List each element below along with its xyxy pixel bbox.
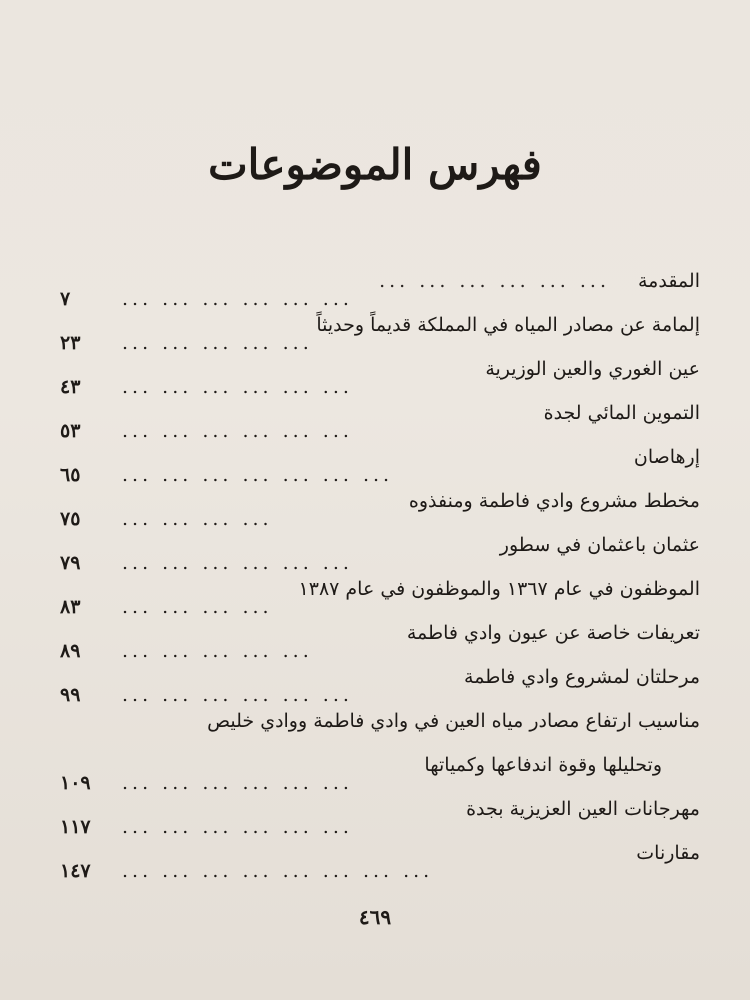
toc-row: [60, 400, 700, 444]
toc-row: [60, 620, 700, 664]
toc-entry-title: المقدمة: [637, 270, 700, 292]
toc-entry-title: عين الغوري والعين الوزيرية: [485, 358, 700, 380]
toc-row: [60, 488, 700, 532]
leader-dots: ... ... ... ... ... ...: [122, 816, 353, 838]
toc-row: [60, 796, 700, 840]
leader-dots: ... ... ... ... ... ...: [122, 552, 353, 574]
toc-page-number: ٦٥: [60, 464, 81, 486]
toc-page-number: ٨٣: [60, 596, 81, 618]
toc-page-number: ١٠٩: [60, 772, 91, 794]
toc-row: [60, 840, 700, 884]
toc-row: [60, 752, 700, 796]
toc-row: [60, 532, 700, 576]
toc-page-number: ٥٣: [60, 420, 81, 442]
toc-page-number: ١١٧: [60, 816, 91, 838]
toc-page-number: ٤٣: [60, 376, 81, 398]
toc-row: [60, 444, 700, 488]
toc-page-number: ٧٩: [60, 552, 81, 574]
toc-entry-title: عثمان باعثمان في سطور: [499, 534, 700, 556]
leader-dots: ... ... ... ...: [122, 596, 273, 618]
toc-entry-title: وتحليلها وقوة اندفاعها وكمياتها: [424, 754, 662, 776]
toc-page-number: ٧: [60, 288, 71, 310]
toc-entry-title: مرحلتان لمشروع وادي فاطمة: [464, 666, 700, 688]
toc-entry-title: تعريفات خاصة عن عيون وادي فاطمة: [406, 622, 700, 644]
toc-row: [60, 356, 700, 400]
leader-dots: ... ... ... ... ... ...: [122, 420, 353, 442]
page-folio-number: ٤٦٩: [358, 905, 392, 929]
toc-page-number: ٩٩: [60, 684, 81, 706]
toc-entry-title: الموظفون في عام ١٣٦٧ والموظفون في عام ١٣٨٧: [298, 578, 700, 600]
toc-page-number: ٨٩: [60, 640, 81, 662]
leader-dots: ... ... ... ... ...: [122, 332, 313, 354]
page-title: فهرس الموضوعات: [208, 140, 542, 189]
toc-entry-title: التموين المائي لجدة: [543, 402, 700, 424]
table-of-contents: [60, 268, 700, 884]
leader-dots: ... ... ... ... ... ... ...: [122, 464, 394, 486]
leader-dots: ... ... ... ... ... ...: [122, 772, 353, 794]
leader-dots: ... ... ... ... ... ...: [379, 270, 610, 292]
toc-page-number: ٢٣: [60, 332, 81, 354]
toc-page-number: ٧٥: [60, 508, 81, 530]
leader-dots: ... ... ... ... ... ...: [122, 288, 353, 310]
toc-entry-title: إرهاصان: [633, 446, 700, 468]
leader-dots: ... ... ... ... ... ...: [122, 684, 353, 706]
toc-row: [60, 268, 700, 312]
toc-page-number: ١٤٧: [60, 860, 91, 882]
toc-entry-title: مهرجانات العين العزيزية بجدة: [466, 798, 700, 820]
toc-entry-title: إلمامة عن مصادر المياه في المملكة قديماً وحديثاً: [316, 314, 700, 336]
toc-entry-title: مخطط مشروع وادي فاطمة ومنفذوه: [408, 490, 700, 512]
toc-entry-title: مقارنات: [636, 842, 700, 864]
toc-row: [60, 576, 700, 620]
toc-row: [60, 664, 700, 708]
leader-dots: ... ... ... ...: [122, 508, 273, 530]
toc-row: [60, 312, 700, 356]
leader-dots: ... ... ... ... ... ... ... ...: [122, 860, 434, 882]
leader-dots: ... ... ... ... ...: [122, 640, 313, 662]
toc-row: [60, 708, 700, 752]
toc-entry-title: مناسيب ارتفاع مصادر مياه العين في وادي فاطمة ووادي خليص: [207, 710, 700, 732]
leader-dots: ... ... ... ... ... ...: [122, 376, 353, 398]
